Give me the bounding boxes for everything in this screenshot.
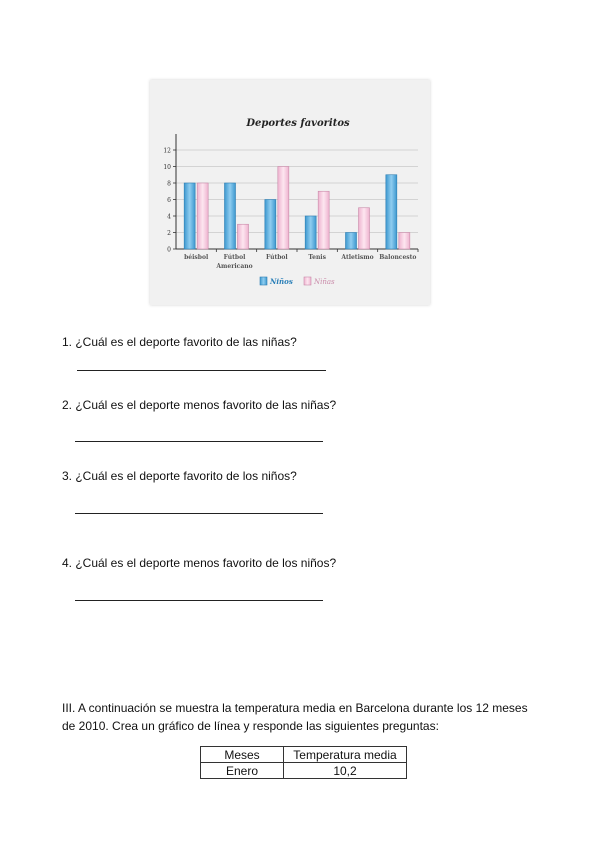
x-tick-label: Tenis	[308, 254, 326, 261]
y-tick-label: 2	[167, 230, 171, 237]
table-cell: Enero	[201, 763, 284, 779]
bar-girls-6	[399, 233, 410, 250]
legend-swatch-boys	[260, 277, 267, 285]
question-4: 4. ¿Cuál es el deporte menos favorito de los niños?	[62, 556, 337, 570]
bar-boys-3	[265, 200, 276, 250]
y-tick-label: 10	[163, 164, 171, 171]
bar-girls-5	[359, 208, 370, 249]
bar-chart	[150, 80, 430, 305]
x-tick-label: béisbol	[184, 254, 209, 261]
answer-line-1[interactable]	[77, 370, 326, 371]
table-row	[201, 763, 407, 779]
bar-boys-1	[184, 183, 195, 249]
legend-label-girls: Niñas	[314, 278, 335, 286]
table-header-row	[201, 747, 407, 763]
legend-label-boys: Niños	[270, 277, 293, 286]
bar-girls-2	[238, 224, 249, 249]
x-tick-label: Fútbol	[265, 254, 288, 261]
bar-girls-1	[197, 183, 208, 249]
y-tick-label: 6	[167, 197, 171, 204]
y-tick-label: 12	[163, 147, 171, 155]
x-tick-label: Fútbol	[223, 254, 246, 261]
bar-boys-6	[386, 175, 397, 249]
bar-girls-3	[278, 167, 289, 250]
y-tick-label: 8	[167, 180, 171, 188]
bar-boys-4	[305, 216, 316, 249]
section-3-text: III. A continuación se muestra la temperatura media en Barcelona durante los 12 meses de 2010. Crea un gráfico de línea y responde las siguientes preguntas:	[62, 701, 528, 733]
bar-boys-5	[346, 233, 357, 250]
bar-girls-4	[318, 191, 329, 249]
temperature-table	[200, 746, 407, 779]
x-tick-label: Atletismo	[341, 254, 374, 261]
bar-boys-2	[225, 183, 236, 249]
bar-chart-card	[150, 80, 430, 305]
question-3: 3. ¿Cuál es el deporte favorito de los niños?	[62, 469, 297, 483]
table-header-cell: Temperatura media	[284, 747, 407, 763]
question-2: 2. ¿Cuál es el deporte menos favorito de las niñas?	[62, 398, 337, 412]
y-tick-label: 0	[167, 246, 171, 254]
x-tick-label: Americano	[216, 263, 253, 270]
table-cell: 10,2	[284, 763, 407, 779]
answer-line-2[interactable]	[75, 441, 323, 442]
chart-title: Deportes favoritos	[246, 118, 350, 129]
y-tick-label: 4	[167, 213, 171, 221]
question-1: 1. ¿Cuál es el deporte favorito de las niñas?	[62, 335, 297, 349]
legend-swatch-girls	[304, 277, 311, 285]
answer-line-3[interactable]	[75, 513, 323, 514]
x-tick-label: Baloncesto	[379, 254, 417, 261]
table-header-cell: Meses	[201, 747, 284, 763]
answer-line-4[interactable]	[75, 600, 323, 601]
